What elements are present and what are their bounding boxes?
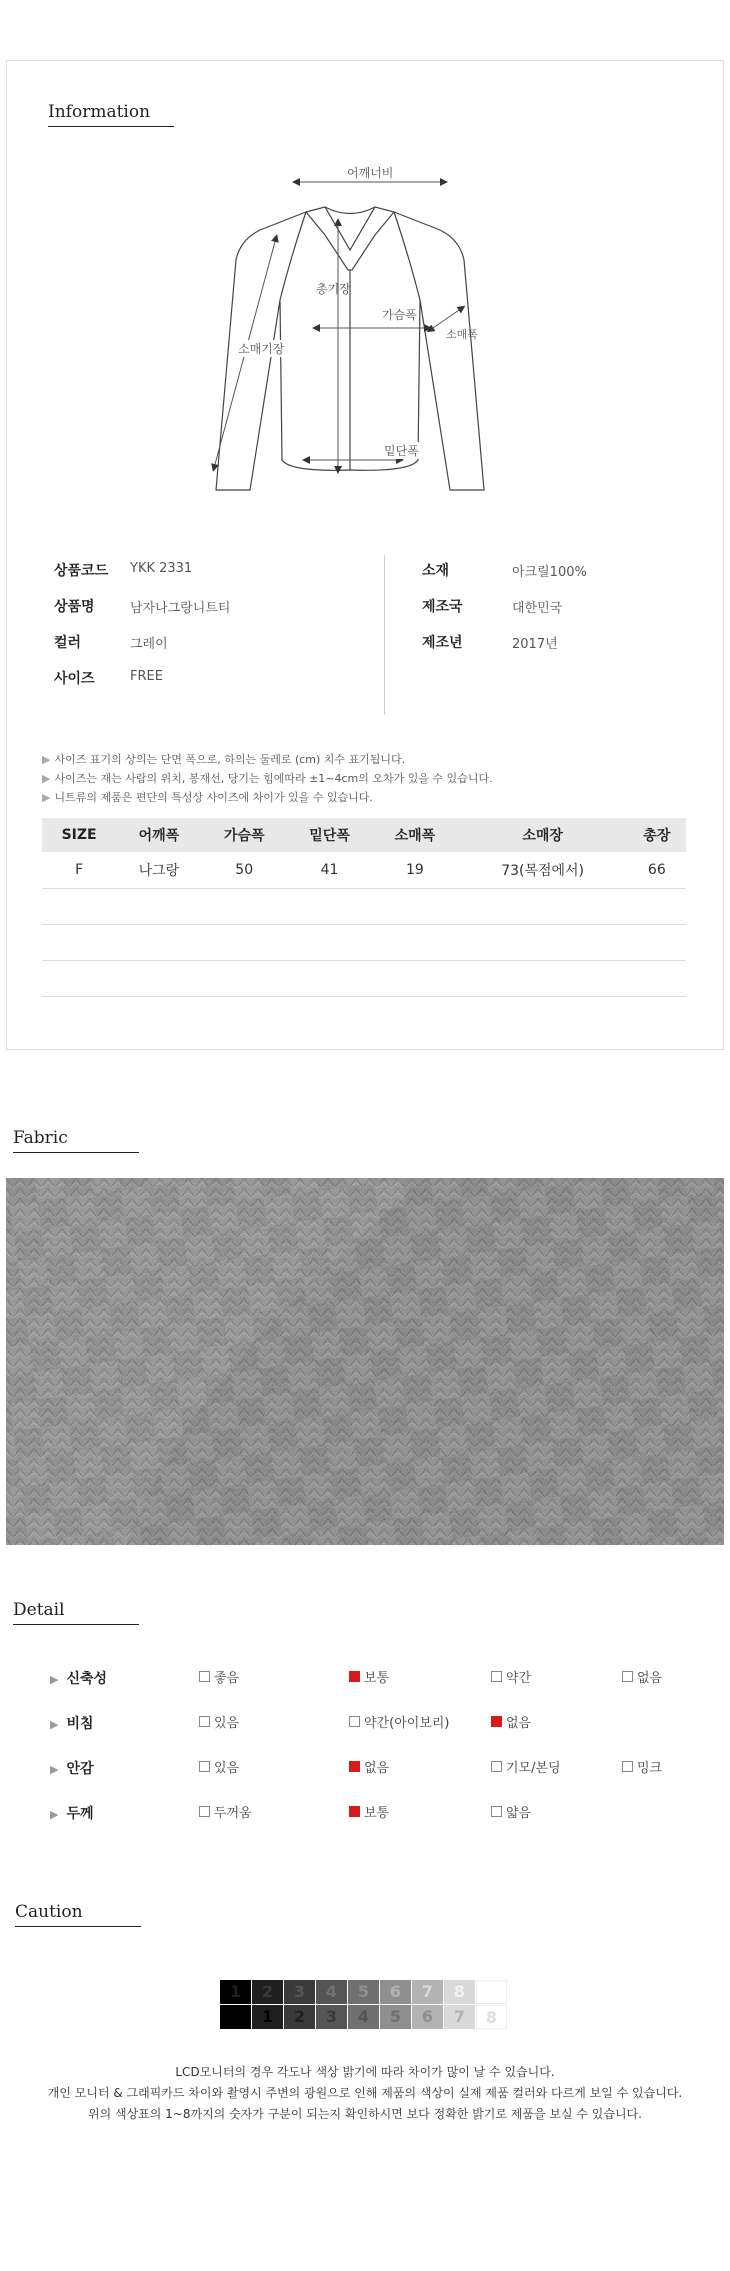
spec-value: 남자나그랑니트티: [130, 601, 231, 616]
checkbox-icon[interactable]: [199, 1806, 210, 1817]
triangle-icon: ▶: [50, 1718, 59, 1731]
diagram-label-sleeve-length: 소매기장: [238, 342, 285, 356]
detail-label-lining: ▶ 안감: [50, 1761, 94, 1777]
caution-line: LCD모니터의 경우 각도나 색상 밝기에 따라 차이가 많이 날 수 있습니다.: [175, 2065, 555, 2079]
caution-title: Caution: [15, 1902, 83, 1922]
spec-value: 아크릴100%: [512, 565, 587, 580]
detail-title: Detail: [13, 1600, 65, 1620]
detail-option[interactable]: 보통: [349, 1802, 389, 1821]
fabric-title-underline: [13, 1152, 139, 1153]
gray-swatch-bottom: 8: [476, 2005, 507, 2029]
checkbox-checked-icon[interactable]: [349, 1761, 360, 1772]
detail-option[interactable]: 있음: [199, 1712, 239, 1731]
spec-value: FREE: [130, 669, 163, 684]
spec-label: 상품코드: [54, 563, 109, 579]
gray-swatch-top: 3: [284, 1980, 315, 2004]
gray-swatch-top-blank: [476, 1980, 507, 2004]
size-table-cell: 41: [287, 852, 372, 889]
spec-label: 상품명: [54, 599, 95, 615]
gray-swatch-bottom: 5: [380, 2005, 411, 2029]
detail-option[interactable]: 기모/본딩: [491, 1757, 561, 1776]
detail-title-underline: [13, 1624, 139, 1625]
detail-option[interactable]: 밍크: [622, 1757, 662, 1776]
diagram-label-length: 총기장: [316, 282, 351, 296]
size-table-cell: 19: [372, 852, 457, 889]
triangle-icon: ▶: [50, 1673, 59, 1686]
diagram-label-shoulder: 어깨너비: [347, 166, 394, 180]
spec-label: 제조년: [422, 635, 463, 651]
detail-option[interactable]: 없음: [622, 1667, 662, 1686]
size-table-cell: 66: [628, 852, 686, 889]
detail-label-thickness: ▶ 두께: [50, 1806, 94, 1822]
size-notes: [42, 750, 692, 807]
size-table-header-cell: 어깨폭: [116, 818, 201, 852]
checkbox-checked-icon[interactable]: [349, 1671, 360, 1682]
size-note: ▶ 사이즈 표기의 상의는 단면 폭으로, 하의는 둘레로 (cm) 치수 표기됩니다.: [42, 753, 406, 766]
gray-swatch-top: 4: [316, 1980, 347, 2004]
spec-value: 2017년: [512, 637, 558, 652]
table-row-empty: [42, 961, 686, 997]
checkbox-icon[interactable]: [349, 1716, 360, 1727]
size-table-header-cell: SIZE: [42, 818, 116, 852]
gray-swatch-top: 5: [348, 1980, 379, 2004]
spec-value: 그레이: [130, 637, 168, 652]
spec-value: 대한민국: [512, 601, 563, 616]
detail-option[interactable]: 없음: [349, 1757, 389, 1776]
size-table-cell: F: [42, 852, 116, 889]
detail-label-transparency: ▶ 비침: [50, 1716, 94, 1732]
fabric-knit-image: [6, 1178, 724, 1545]
size-note: ▶ 사이즈는 재는 사람의 위치, 봉재선, 당기는 힘에따라 ±1~4cm의 오차가 있을 수 있습니다.: [42, 772, 493, 785]
checkbox-icon[interactable]: [491, 1671, 502, 1682]
caution-text: [0, 2062, 730, 2125]
size-table-header: [42, 818, 686, 852]
spec-label: 컬러: [54, 635, 82, 651]
triangle-icon: ▶: [42, 753, 51, 766]
spec-label: 사이즈: [54, 671, 95, 687]
triangle-icon: ▶: [50, 1808, 59, 1821]
triangle-icon: ▶: [50, 1763, 59, 1776]
table-row: [42, 852, 686, 889]
spec-label: 제조국: [422, 599, 463, 615]
detail-option[interactable]: 있음: [199, 1757, 239, 1776]
size-table-header-cell: 소매폭: [372, 818, 457, 852]
caution-title-underline: [15, 1926, 141, 1927]
information-title: Information: [48, 102, 151, 122]
gray-swatch-bottom: 7: [444, 2005, 475, 2029]
gray-swatch-top: 6: [380, 1980, 411, 2004]
gray-swatch-top: 7: [412, 1980, 443, 2004]
checkbox-icon[interactable]: [199, 1716, 210, 1727]
gray-swatch-bottom: 3: [316, 2005, 347, 2029]
sweater-measurement-diagram: [200, 160, 530, 500]
table-row-empty: [42, 889, 686, 925]
gray-swatch-bottom-blank: [220, 2005, 251, 2029]
gray-swatch-bottom: 4: [348, 2005, 379, 2029]
checkbox-icon[interactable]: [491, 1806, 502, 1817]
size-table-cell: 나그랑: [116, 852, 201, 889]
triangle-icon: ▶: [42, 791, 51, 804]
caution-line: 개인 모니터 & 그래픽카드 차이와 촬영시 주변의 광원으로 인해 제품의 색상이 실제 제품 컬러와 다르게 보일 수 있습니다.: [47, 2086, 683, 2100]
grayscale-chart: [220, 1980, 510, 2030]
gray-swatch-top: 1: [220, 1980, 251, 2004]
gray-swatch-top: 2: [252, 1980, 283, 2004]
gray-swatch-bottom: 2: [284, 2005, 315, 2029]
diagram-label-sleeve-width: 소매폭: [446, 328, 478, 341]
knit-texture: [6, 1178, 724, 1545]
spec-value: YKK 2331: [130, 561, 193, 576]
detail-option[interactable]: 보통: [349, 1667, 389, 1686]
detail-option[interactable]: 약간(아이보리): [349, 1712, 450, 1731]
checkbox-icon[interactable]: [199, 1761, 210, 1772]
checkbox-icon[interactable]: [199, 1671, 210, 1682]
caution-line: 위의 색상표의 1~8까지의 숫자가 구분이 되는지 확인하시면 보다 정확한 밝기로 제품을 보실 수 있습니다.: [87, 2107, 642, 2121]
triangle-icon: ▶: [42, 772, 51, 785]
information-title-underline: [48, 126, 174, 127]
size-table-header-cell: 가슴폭: [202, 818, 287, 852]
size-table-cell: 73(목점에서): [458, 852, 628, 889]
diagram-label-chest: 가슴폭: [382, 308, 417, 322]
size-table-header-cell: 밑단폭: [287, 818, 372, 852]
gray-swatch-top: 8: [444, 1980, 475, 2004]
gray-swatch-bottom: 1: [252, 2005, 283, 2029]
detail-option[interactable]: 얇음: [491, 1802, 531, 1821]
spec-divider: [384, 555, 385, 715]
checkbox-icon[interactable]: [622, 1671, 633, 1682]
spec-label: 소재: [422, 563, 450, 579]
size-table-header-cell: 소매장: [458, 818, 628, 852]
size-table-cell: 50: [202, 852, 287, 889]
diagram-label-hem: 밑단폭: [384, 444, 419, 458]
size-note: ▶ 니트류의 제품은 편단의 특성상 사이즈에 차이가 있을 수 있습니다.: [42, 791, 373, 804]
fabric-title: Fabric: [13, 1128, 68, 1148]
checkbox-icon[interactable]: [622, 1761, 633, 1772]
checkbox-checked-icon[interactable]: [491, 1716, 502, 1727]
checkbox-checked-icon[interactable]: [349, 1806, 360, 1817]
detail-option[interactable]: 약간: [491, 1667, 531, 1686]
detail-option[interactable]: 두꺼움: [199, 1802, 252, 1821]
detail-label-elasticity: ▶ 신축성: [50, 1671, 108, 1687]
size-table: [42, 818, 686, 997]
table-row-empty: [42, 925, 686, 961]
detail-option[interactable]: 좋음: [199, 1667, 239, 1686]
gray-swatch-bottom: 6: [412, 2005, 443, 2029]
size-table-header-cell: 총장: [628, 818, 686, 852]
checkbox-icon[interactable]: [491, 1761, 502, 1772]
detail-option[interactable]: 없음: [491, 1712, 531, 1731]
